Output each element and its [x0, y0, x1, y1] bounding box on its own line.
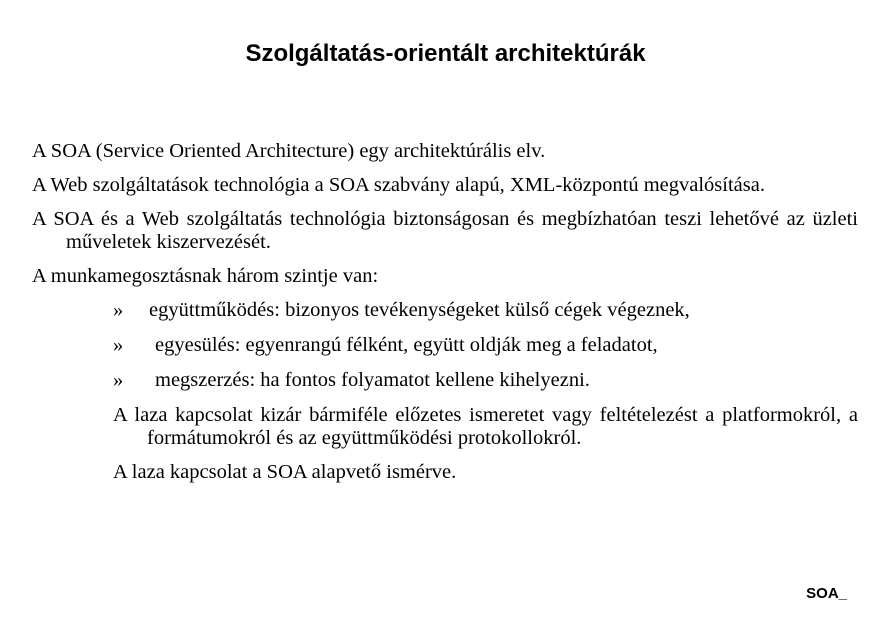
bullet-text-merger: egyesülés: egyenrangú félként, együtt oldják meg a feladatot,	[155, 334, 658, 356]
paragraph-levels-intro: A munkamegosztásnak három szintje van:	[32, 265, 379, 287]
bullet-text-cooperation: együttműködés: bizonyos tevékenységeket külső cégek végeznek,	[149, 299, 690, 321]
slide-body	[32, 140, 858, 495]
paragraph-soa-definition: A SOA (Service Oriented Architecture) egy architektúrális elv.	[32, 140, 546, 162]
list-item	[113, 299, 858, 322]
paragraph-outsourcing: A SOA és a Web szolgáltatás technológia biztonságosan és megbízhatóan teszi lehetővé az üzleti műveletek kiszervezését.	[32, 208, 858, 253]
paragraph-loose-coupling-criterion: A laza kapcsolat a SOA alapvető ismérve.	[113, 461, 457, 483]
slide-footer: SOA_	[806, 585, 847, 602]
bullet-text-acquisition: megszerzés: ha fontos folyamatot kellene kihelyezni.	[155, 369, 590, 391]
slide-title: Szolgáltatás-orientált architektúrák	[245, 40, 646, 67]
bullet-marker: »	[113, 334, 124, 356]
bullet-marker: »	[113, 369, 124, 391]
paragraph-web-services: A Web szolgáltatások technológia a SOA szabvány alapú, XML-központú megvalósítása.	[32, 174, 765, 196]
list-item	[113, 334, 858, 357]
paragraph-loose-coupling: A laza kapcsolat kizár bármiféle előzetes ismeretet vagy feltételezést a platformokról, a formátumokról és az együttműködési protokollokról.	[113, 404, 858, 449]
bullet-marker: »	[113, 299, 124, 321]
list-item	[113, 369, 858, 392]
